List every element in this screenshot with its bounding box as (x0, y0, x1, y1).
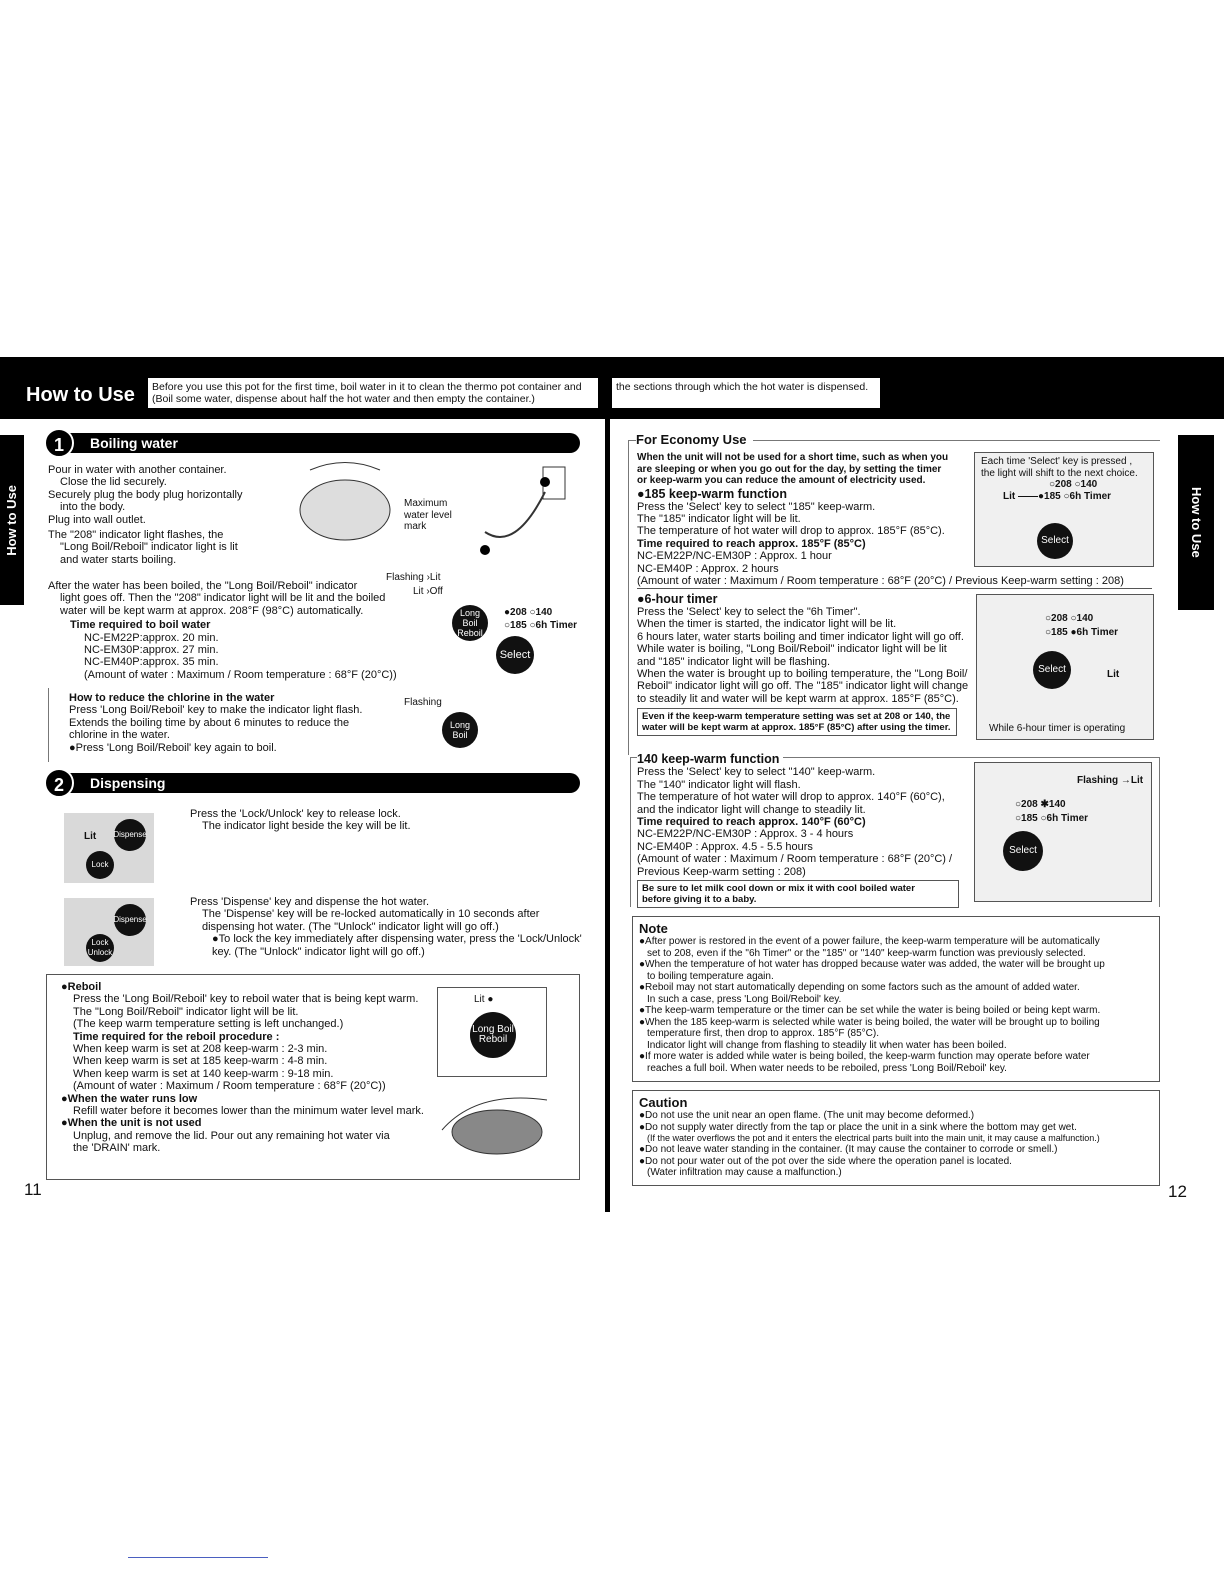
note-item: ●When the 185 keep-warm is selected while water is being boiled, the water will be brought up to boiling (639, 1016, 1100, 1028)
note-item: to boiling temperature again. (647, 970, 774, 982)
section-dispensing-header (48, 773, 580, 793)
f140-time: NC-EM40P : Approx. 4.5 - 5.5 hours (637, 840, 813, 853)
milk-note-box (637, 880, 959, 908)
unused-title: ●When the unit is not used (61, 1117, 202, 1130)
box-text: the light will shift to the next choice. (981, 467, 1138, 479)
timer-line: Reboil" indicator light will go off. The "185" indicator light will change (637, 680, 969, 693)
step-2b: into the body. (60, 501, 126, 514)
caution-box (632, 1090, 1160, 1186)
note-item: ●After power is restored in the event of a power failure, the keep-warm temperature will be automatically (639, 936, 1100, 947)
timer-line: to steadily lit and water will be kept warm at approx. 185°F (85°C). (637, 692, 959, 705)
long-boil-reboil-key[interactable] (452, 605, 488, 641)
step-2: Securely plug the body plug horizontally (48, 488, 243, 501)
f140-line: and the indicator light will change to steadily lit. (637, 803, 866, 816)
intro-note-continued: the sections through which the hot water is dispensed. (612, 378, 880, 408)
indicator-row: ○185 ●6h Timer (1045, 627, 1119, 638)
side-tab-right (1178, 435, 1214, 610)
caution-item: ●Do not leave water standing in the container. (It may cause the container to corrode or smell.) (639, 1144, 1058, 1155)
step-4c: and water starts boiling. (60, 553, 177, 566)
f140-time: (Amount of water : Maximum / Room temperature : 68°F (20°C) / (637, 853, 953, 866)
indicator-row: ○208 ○140 (1045, 613, 1094, 624)
note-box (632, 916, 1160, 1082)
boil-time-title: Time required to boil water (70, 619, 211, 632)
step-line: Press 'Dispense' key and dispense the hot water. (190, 896, 430, 908)
step-line: The 'Dispense' key will be re-locked automatically in 10 seconds after (202, 908, 540, 921)
select-key: Select (1037, 523, 1073, 559)
step-5b: light goes off. Then the "208" indicator light will be lit and the boiled (60, 592, 386, 605)
side-tab-label: How to Use (3, 484, 19, 556)
boil-time: NC-EM30P:approx. 27 min. (84, 644, 219, 657)
flashing-lit-label: Flashing →Lit (1077, 775, 1144, 786)
timer-line: Press the 'Select' key to select the "6h Timer". (637, 606, 861, 618)
caution-item: (If the water overflows the pot and it enters the electrical parts built into the main unit, it may cause a malfunction.) (647, 1133, 1100, 1143)
chlorine-title: How to reduce the chlorine in the water (69, 692, 275, 704)
lock-unlock-key (86, 934, 114, 962)
page-title: How to Use (26, 384, 135, 406)
lit-label: Lit (84, 831, 97, 842)
chlorine-line: Press 'Long Boil/Reboil' key to make the indicator light flash. (69, 704, 363, 717)
caution-item: ●Do not use the unit near an open flame. (The unit may become deformed.) (639, 1110, 975, 1121)
step-1b: Close the lid securely. (60, 476, 167, 489)
step-line: Press the 'Lock/Unlock' key to release lock. (190, 808, 401, 820)
f140-time-title: Time required to reach approx. 140°F (60°C) (637, 816, 866, 829)
dispense-step-1 (190, 808, 411, 833)
timer-section (637, 592, 977, 736)
boiling-steps (48, 464, 288, 566)
key-label: Long Boil (472, 1024, 514, 1035)
chlorine-line: chlorine in the water. (69, 729, 170, 742)
select-box-185 (974, 452, 1154, 567)
select-key: Select (1033, 651, 1071, 689)
timer-line: and "185" indicator light will be flashing. (637, 655, 831, 668)
flashing-label: Flashing (404, 697, 442, 708)
caution-item: ●Do not supply water directly from the tap or place the unit in a sink where the bottom may get wet. (639, 1121, 1077, 1133)
boiling-step-5 (48, 580, 408, 681)
note-line: Be sure to let milk cool down or mix it with cool boiled water (642, 883, 915, 895)
f140-line: The "140" indicator light will flash. (637, 778, 801, 791)
flashing-lit-label: Flashing ›Lit (386, 572, 441, 583)
lock-key: Lock (86, 851, 114, 879)
reboil-title: ●Reboil (61, 981, 102, 993)
select-key[interactable]: Select (496, 636, 534, 674)
step-line: ●To lock the key immediately after dispensing water, press the 'Lock/Unlock' (212, 933, 582, 946)
dispense-step-2 (190, 896, 582, 958)
page-divider (605, 419, 610, 1212)
long-boil-key-illustration (442, 712, 478, 748)
box-text: Each time 'Select' key is pressed , (981, 456, 1133, 467)
indicator-row: ○185 ○6h Timer (1015, 813, 1089, 824)
bottom-rule (128, 1557, 268, 1558)
caution-item: ●Do not pour water out of the pot over the side where the operation panel is located. (639, 1155, 1012, 1167)
indicator-row: ○208 ✱140 (1015, 799, 1066, 810)
economy-intro: When the unit will not be used for a short time, such as when you (637, 452, 949, 463)
key-label: Reboil (478, 1034, 508, 1045)
page-number-right: 12 (1168, 1182, 1187, 1201)
dispense-key: Dispense (114, 819, 146, 851)
economy-title: For Economy Use (636, 434, 753, 446)
select-key: Select (1003, 831, 1043, 871)
note-line: before giving it to a baby. (642, 894, 757, 906)
f140-time: Previous Keep-warm setting : 208) (637, 865, 806, 878)
step-4b: "Long Boil/Reboil" indicator light is lit (60, 541, 238, 554)
section-title: Boiling water (90, 435, 178, 451)
note-title: Note (639, 921, 668, 936)
plug-outlet-illustration (445, 462, 585, 557)
f185-title: ●185 keep-warm function (637, 486, 787, 501)
section-title: Dispensing (90, 775, 166, 791)
chlorine-line: ●Press 'Long Boil/Reboil' key again to boil. (69, 741, 277, 754)
dispense-key: Dispense (114, 904, 146, 936)
max-water-level-label: Maximum water level mark (404, 498, 452, 532)
step-line: key. (The "Unlock" indicator light will go off.) (212, 945, 425, 958)
lit-off-label: Lit ›Off (413, 586, 443, 597)
f185-line: The temperature of hot water will drop to approx. 185°F (85°C). (637, 525, 945, 538)
intro-note (148, 378, 598, 408)
note-item: ●If more water is added while water is being boiled, the keep-warm function may operate before water (639, 1051, 1090, 1062)
reboil-time-title: Time required for the reboil procedure : (73, 1030, 280, 1043)
indicator-row: ●208 ○140 (504, 607, 553, 618)
economy-intro: are sleeping or when you go out for the day, by setting the timer (637, 463, 942, 475)
key-label: Lock (91, 938, 109, 947)
lit-label: Lit (1107, 669, 1120, 680)
step-line: dispensing hot water. (The "Unlock" indicator light will go off.) (202, 920, 499, 933)
indicator-row: ○185 ○6h Timer (504, 620, 578, 631)
dispense-illustration (64, 898, 154, 966)
timer-line: While water is boiling, "Long Boil/Reboil" indicator light will be lit (637, 643, 947, 656)
unused-text: Unplug, and remove the lid. Pour out any remaining hot water via (73, 1129, 390, 1142)
boil-time: (Amount of water : Maximum / Room temperature : 68°F (20°C)) (84, 668, 397, 681)
water-low-text: Refill water before it becomes lower than the minimum water level mark. (73, 1105, 424, 1118)
note-line: Even if the keep-warm temperature setting was set at 208 or 140, the (642, 711, 951, 723)
note-item: ●Reboil may not start automatically depending on some factors such as the amount of added water. (639, 982, 1080, 993)
intro-line: (Boil some water, dispense about half the hot water and then empty the container.) (152, 393, 535, 405)
step-5c: water will be kept warm at approx. 208°F (98°C) automatically. (60, 604, 364, 617)
f140-title: 140 keep-warm function (637, 752, 783, 766)
boil-time: NC-EM22P:approx. 20 min. (84, 631, 219, 644)
reboil-time: (Amount of water : Maximum / Room temperature : 68°F (20°C)) (73, 1080, 386, 1093)
step-1: Pour in water with another container. (48, 464, 227, 476)
timer-title: ●6-hour timer (637, 592, 718, 606)
indicator-row: Lit ——●185 ○6h Timer (1003, 490, 1112, 502)
drain-illustration (437, 1090, 557, 1170)
side-tab-label: How to Use (1189, 487, 1205, 558)
select-box-timer (976, 594, 1154, 740)
caution-item: (Water infiltration may cause a malfunction.) (647, 1167, 842, 1178)
key-label: Long Boil (449, 720, 471, 740)
caution-title: Caution (639, 1095, 688, 1110)
f185-time: (Amount of water : Maximum / Room temperature : 68°F (20°C) / Previous Keep-warm setting : 208) (637, 574, 1124, 587)
f185-line: The "185" indicator light will be lit. (637, 512, 801, 525)
section-boiling-header (48, 433, 580, 453)
indicator-row: ○208 ○140 (1049, 479, 1098, 490)
step-line: The indicator light beside the key will be lit. (202, 820, 411, 833)
reboil-line: The "Long Boil/Reboil" indicator light will be lit. (73, 1005, 299, 1018)
boil-time: NC-EM40P:approx. 35 min. (84, 656, 219, 669)
note-item: ●When the temperature of hot water has dropped because water was added, the water will be brought up (639, 959, 1105, 970)
economy-intro: or keep-warm you can reduce the amount of electricity used. (637, 475, 926, 486)
intro-line: Before you use this pot for the first time, boil water in it to clean the thermo pot container and (152, 381, 582, 393)
timer-line: When the timer is started, the indicator light will be lit. (637, 618, 897, 631)
chlorine-line: Extends the boiling time by about 6 minutes to reduce the (69, 716, 350, 729)
step-5: After the water has been boiled, the "Long Boil/Reboil" indicator (48, 580, 358, 592)
step-3: Plug into wall outlet. (48, 513, 146, 526)
f185-time: NC-EM22P/NC-EM30P : Approx. 1 hour (637, 550, 832, 563)
f185-time-title: Time required to reach approx. 185°F (85°C) (637, 537, 866, 550)
lit-label: Lit ● (474, 994, 494, 1005)
reboil-time: When keep warm is set at 140 keep-warm : 9-18 min. (73, 1067, 334, 1080)
reboil-time: When keep warm is set at 185 keep-warm : 4-8 min. (73, 1055, 328, 1068)
side-tab-left (0, 435, 24, 605)
key-label: Long Boil (459, 608, 481, 628)
note-item: temperature first, then drop to approx. 185°F (85°C). (647, 1028, 879, 1039)
f140-line: The temperature of hot water will drop to approx. 140°F (60°C), (637, 791, 945, 804)
note-item: set to 208, even if the "6h Timer" or the "185" or "140" keep-warm function was previously selected. (647, 947, 1086, 959)
step-4: The "208" indicator light flashes, the (48, 529, 224, 542)
f140-content (637, 752, 977, 908)
key-label: Unlock (87, 948, 113, 957)
note-line: water will be kept warm at approx. 185°F (85°C) after using the timer. (642, 722, 951, 734)
select-box-140 (974, 762, 1152, 902)
unused-text: the 'DRAIN' mark. (73, 1142, 161, 1155)
section-number: 2 (44, 768, 74, 798)
divider-line (637, 588, 1152, 589)
box-caption: While 6-hour timer is operating (989, 723, 1126, 734)
f185-time: NC-EM40P : Approx. 2 hours (637, 562, 779, 575)
pot-illustration (290, 460, 400, 550)
reboil-time: When keep warm is set at 208 keep-warm : 2-3 min. (73, 1043, 328, 1056)
f140-time: NC-EM22P/NC-EM30P : Approx. 3 - 4 hours (637, 828, 854, 841)
timer-line: When the water is brought up to boiling temperature, the "Long Boil/ (637, 668, 968, 681)
reboil-box (46, 974, 580, 1180)
note-item: reaches a full boil. When water needs to be reboiled, press 'Long Boil/Reboil' key. (647, 1062, 1007, 1074)
f140-line: Press the 'Select' key to select "140" keep-warm. (637, 766, 876, 779)
water-low-title: ●When the water runs low (61, 1092, 198, 1105)
note-item: Indicator light will change from flashing to steadily lit when water has been boiled. (647, 1039, 1007, 1051)
reboil-line: (The keep warm temperature setting is left unchanged.) (73, 1018, 344, 1031)
note-item: ●The keep-warm temperature or the timer can be set while the water is being boiled or being kept warm. (639, 1005, 1101, 1016)
note-item: In such a case, press 'Long Boil/Reboil' key. (647, 993, 842, 1005)
key-label: Reboil (457, 628, 483, 638)
page-number-left: 11 (24, 1180, 42, 1199)
long-boil-reboil-key (470, 1012, 516, 1058)
f185-line: Press the 'Select' key to select "185" keep-warm. (637, 500, 876, 513)
timer-line: 6 hours later, water starts boiling and timer indicator light will go off. (637, 630, 964, 643)
timer-note-box (637, 708, 957, 736)
reboil-key-box (437, 987, 547, 1077)
reboil-line: Press the 'Long Boil/Reboil' key to reboil water that is being kept warm. (73, 993, 419, 1006)
lock-unlock-illustration (64, 813, 154, 883)
section-number: 1 (44, 428, 74, 458)
